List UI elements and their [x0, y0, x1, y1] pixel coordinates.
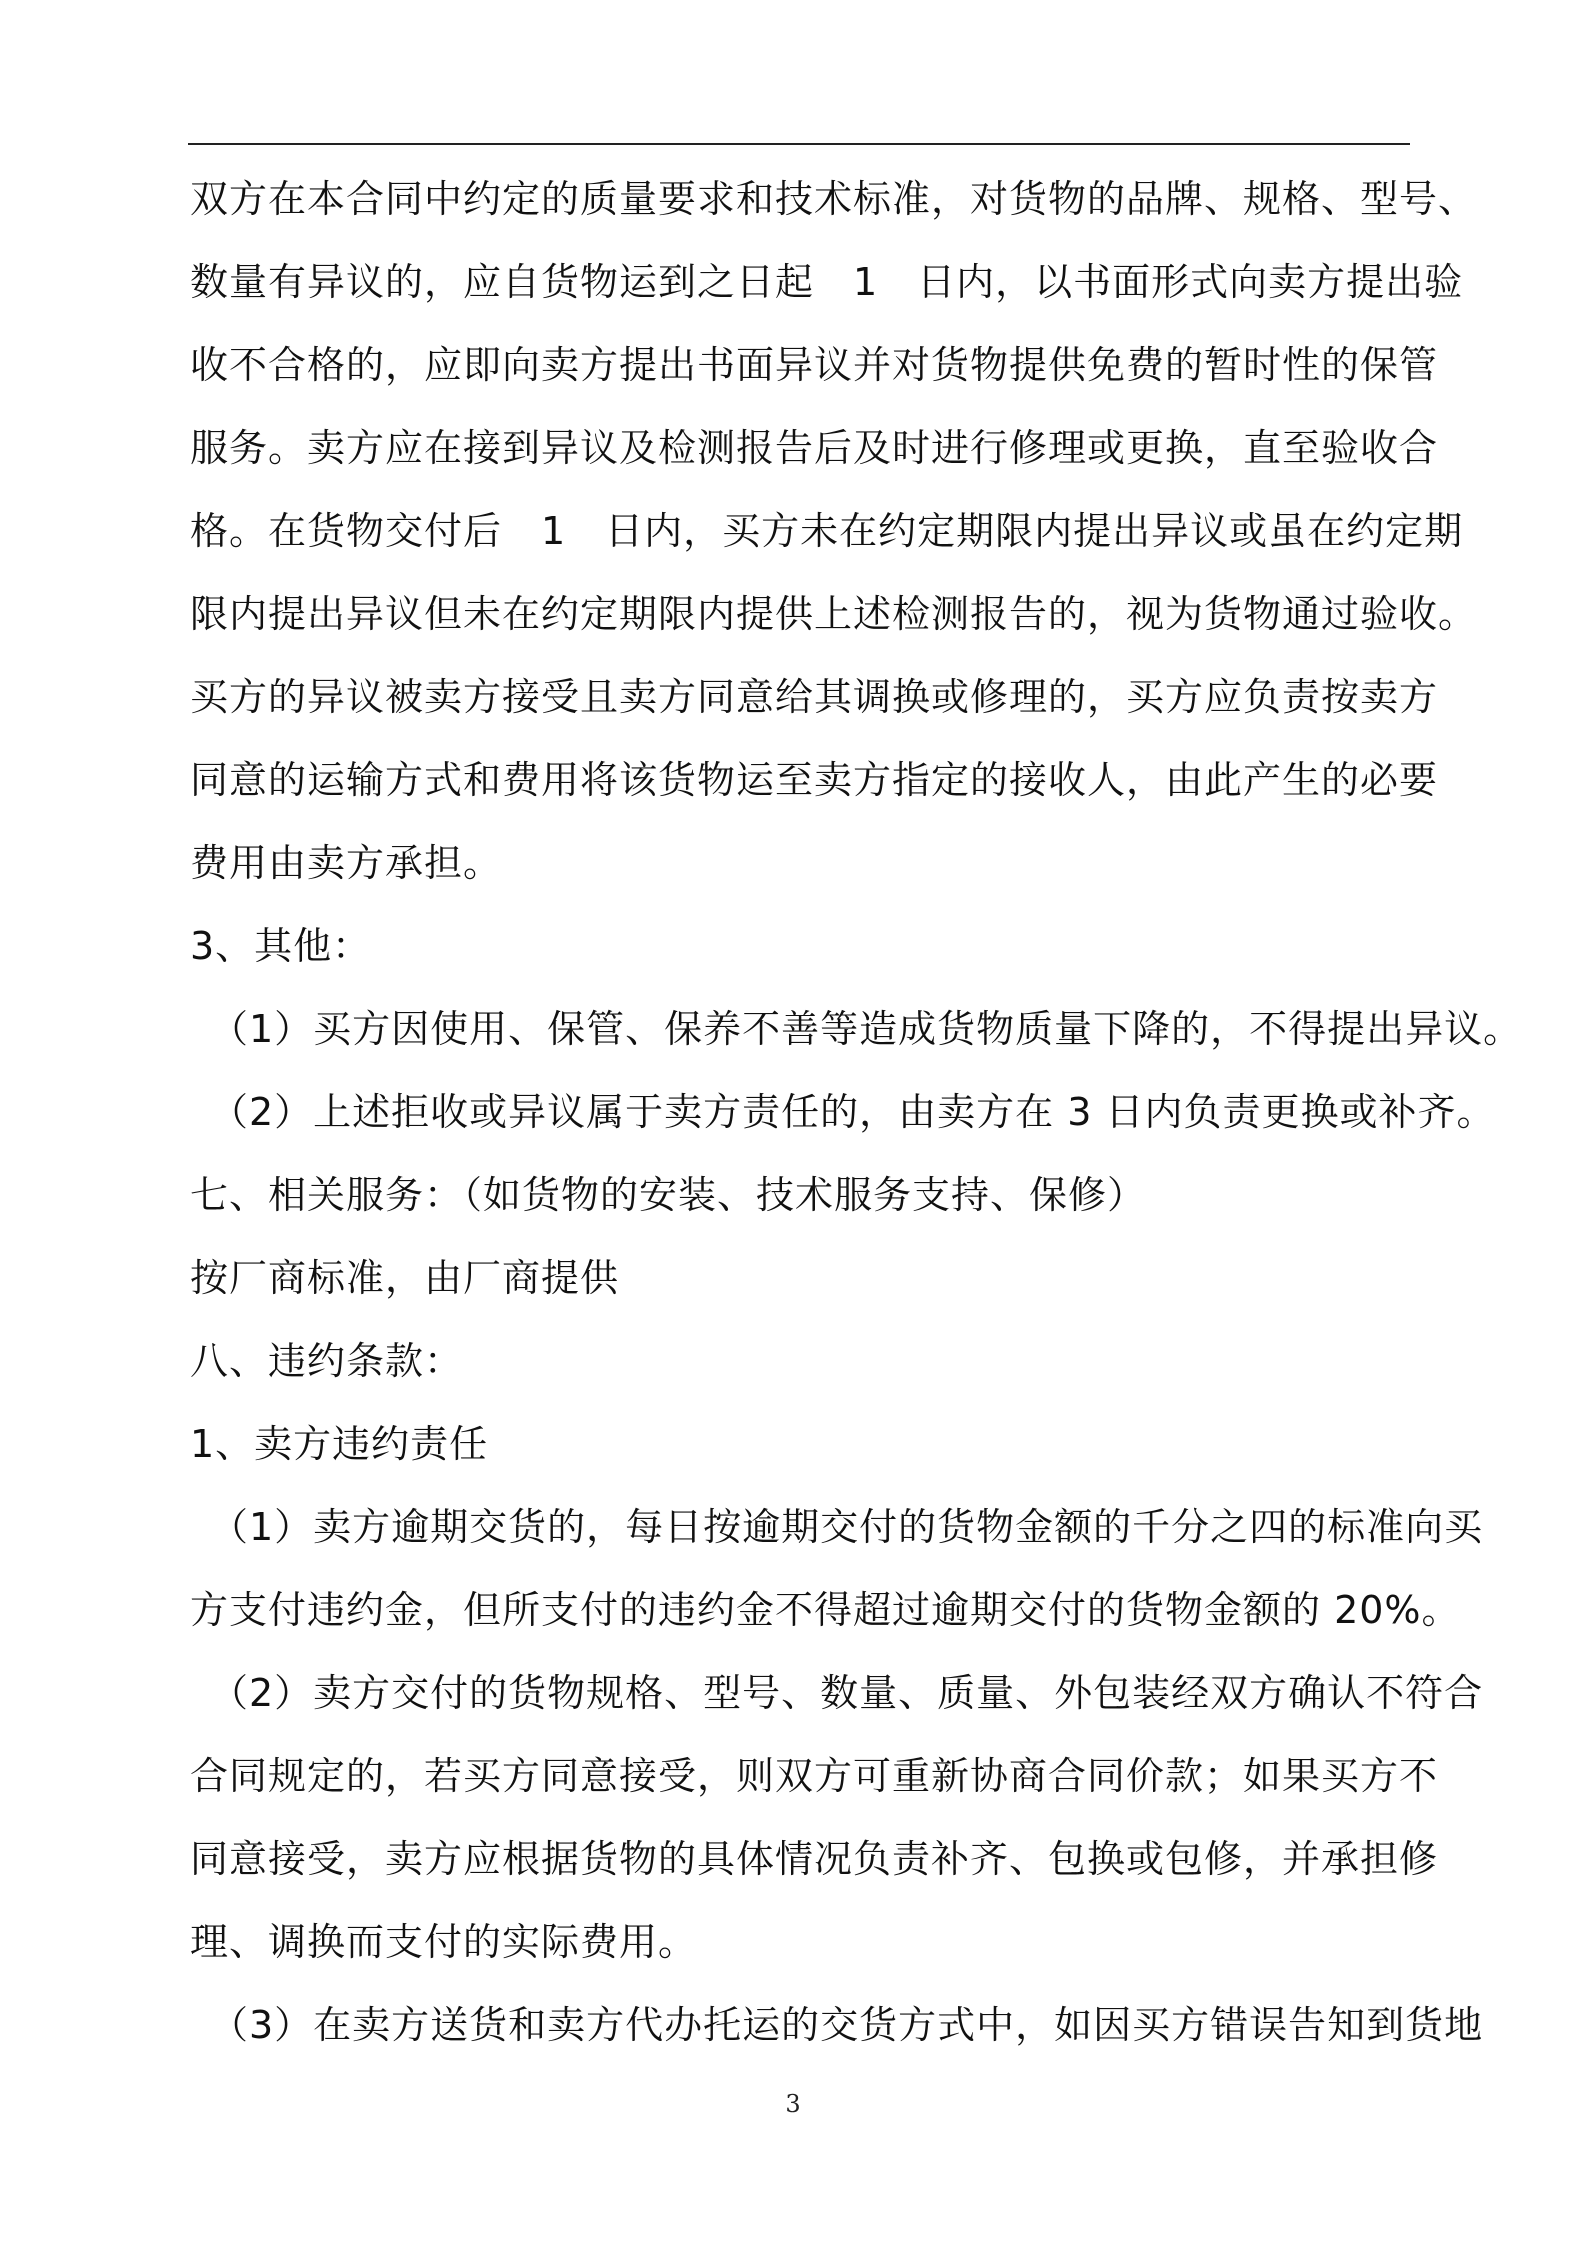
page-number: 3: [785, 2090, 801, 2118]
text-line: 数量有异议的，应自货物运到之日起 1 日内，以书面形式向卖方提出验: [190, 260, 1464, 304]
text-line: 按厂商标准，由厂商提供: [190, 1256, 620, 1300]
text-line: 费用由卖方承担。: [190, 841, 503, 885]
text-line: 收不合格的，应即向卖方提出书面异议并对货物提供免费的暂时性的保管: [190, 343, 1439, 387]
text-line: 合同规定的，若买方同意接受，则双方可重新协商合同价款；如果买方不: [190, 1754, 1439, 1798]
list-item: （1）买方因使用、保管、保养不善等造成货物质量下降的，不得提出异议。: [210, 1007, 1523, 1051]
text-line: 格。在货物交付后 1 日内，买方未在约定期限内提出异议或虽在约定期: [190, 509, 1464, 553]
text-line: 限内提出异议但未在约定期限内提供上述检测报告的，视为货物通过验收。: [190, 592, 1478, 636]
text-line: 方支付违约金，但所支付的违约金不得超过逾期交付的货物金额的 20%。: [190, 1588, 1461, 1632]
list-item: （3）在卖方送货和卖方代办托运的交货方式中，如因买方错误告知到货地: [210, 2003, 1484, 2047]
text-line: 同意接受，卖方应根据货物的具体情况负责补齐、包换或包修，并承担修: [190, 1837, 1439, 1881]
section-heading: 八、违约条款：: [190, 1339, 464, 1383]
header-rule: [188, 143, 1410, 145]
text-line: 理、调换而支付的实际费用。: [190, 1920, 698, 1964]
text-line: 服务。卖方应在接到异议及检测报告后及时进行修理或更换，直至验收合: [190, 426, 1439, 470]
list-item: （2）卖方交付的货物规格、型号、数量、质量、外包装经双方确认不符合: [210, 1671, 1484, 1715]
list-item: （1）卖方逾期交货的，每日按逾期交付的货物金额的千分之四的标准向买: [210, 1505, 1484, 1549]
text-line: 双方在本合同中约定的质量要求和技术标准，对货物的品牌、规格、型号、: [190, 177, 1478, 221]
text-line: 买方的异议被卖方接受且卖方同意给其调换或修理的，买方应负责按卖方: [190, 675, 1439, 719]
list-item: （2）上述拒收或异议属于卖方责任的，由卖方在 3 日内负责更换或补齐。: [210, 1090, 1496, 1134]
section-heading: 七、相关服务：（如货物的安装、技术服务支持、保修）: [190, 1173, 1147, 1217]
section-heading: 3、其他：: [190, 924, 372, 968]
text-line: 同意的运输方式和费用将该货物运至卖方指定的接收人，由此产生的必要: [190, 758, 1439, 802]
document-body: [190, 158, 1523, 2067]
section-heading: 1、卖方违约责任: [190, 1422, 489, 1466]
